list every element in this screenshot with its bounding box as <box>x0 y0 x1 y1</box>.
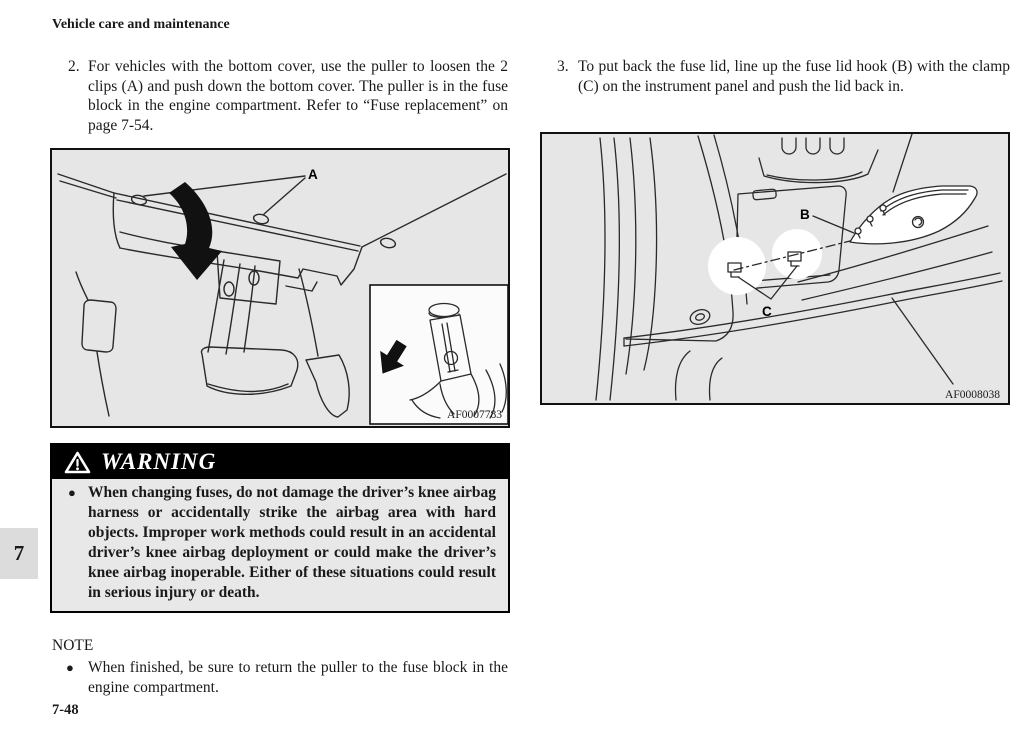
puller-inset <box>370 285 508 424</box>
note-item <box>52 658 508 698</box>
bullet-icon: ● <box>68 485 76 500</box>
step-text: For vehicles with the bottom cover, use the puller to loosen the 2 clips (A) and push down the bottom cover. The puller is in the fuse block in the engine compartment. Refer to “Fuse replacement” on page 7-54. <box>88 58 508 134</box>
warning-body <box>52 479 508 611</box>
callout-a-label: A <box>308 167 318 182</box>
warning-item <box>52 483 508 603</box>
note-title: NOTE <box>52 637 94 654</box>
step-item-3 <box>540 57 1010 96</box>
step-text: To put back the fuse lid, line up the fuse lid hook (B) with the clamp (C) on the instrument panel and push the lid back in. <box>578 58 1010 95</box>
highlight-circle <box>708 237 766 295</box>
figure-code-label: AF0008038 <box>945 389 1000 401</box>
figure-code-label: AF0007783 <box>447 409 502 421</box>
warning-header <box>52 445 508 479</box>
warning-title: WARNING <box>101 449 217 474</box>
figure-bottom-cover <box>50 148 510 428</box>
note-section <box>52 636 508 698</box>
step-number: 3. <box>557 58 569 75</box>
warning-text: When changing fuses, do not damage the driver’s knee airbag harness or accidentally strike the airbag area with hard objects. Improper work methods could result in an accidental driver’s knee airbag deployment or could make the driver’s knee airbag inoperable. Either of these situations could result in serious injury or death. <box>88 484 496 601</box>
chapter-tab: 7 <box>0 528 38 579</box>
figure-fuse-lid <box>540 132 1010 405</box>
warning-box <box>50 443 510 613</box>
step-item-2 <box>52 57 508 135</box>
note-text: When finished, be sure to return the puller to the fuse block in the engine compartment. <box>88 659 508 696</box>
callout-b-label: B <box>800 207 810 222</box>
page-header-title: Vehicle care and maintenance <box>52 17 230 32</box>
page-number: 7-48 <box>52 702 79 718</box>
step-number: 2. <box>68 58 80 75</box>
bullet-icon: ● <box>66 660 74 675</box>
callout-c-label: C <box>762 304 772 319</box>
warning-triangle-icon <box>64 451 91 474</box>
